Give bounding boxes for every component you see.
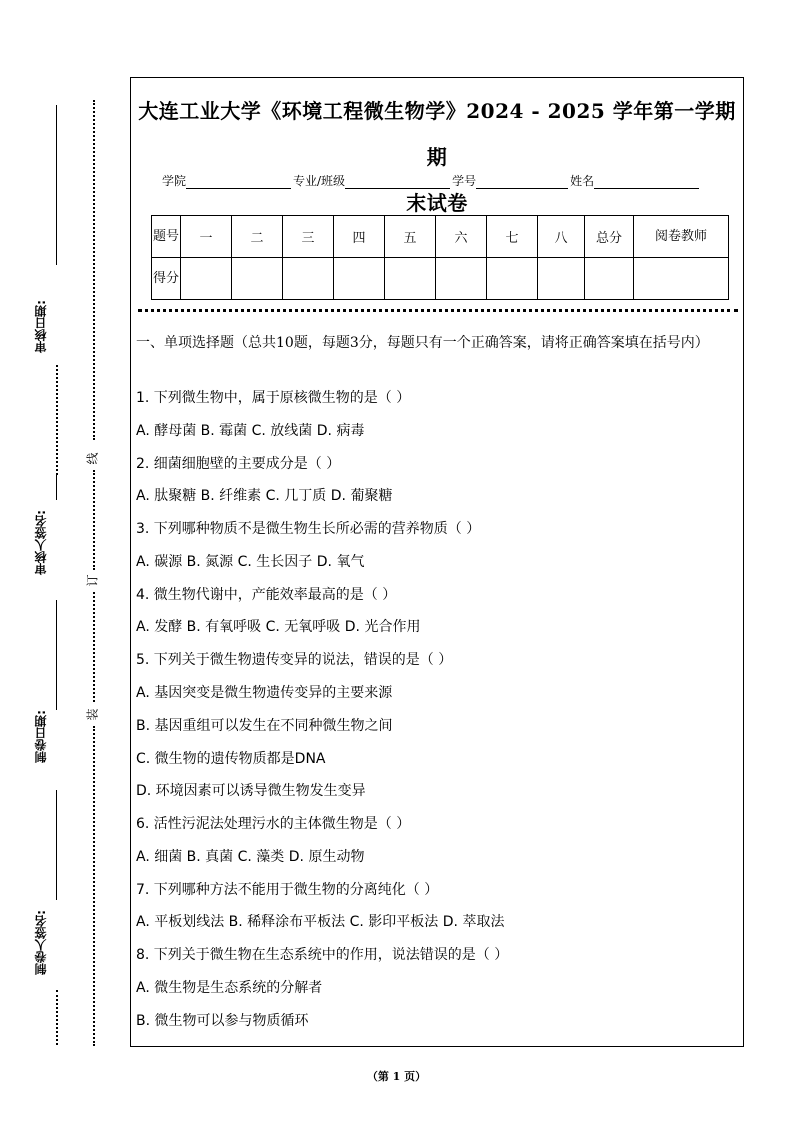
score-cell[interactable] xyxy=(436,258,487,300)
college-field[interactable] xyxy=(186,174,291,189)
name-label: 姓名 xyxy=(570,174,595,188)
college-label: 学院 xyxy=(162,174,187,188)
binding-dots xyxy=(93,100,95,440)
score-col: 八 xyxy=(538,216,585,258)
question-line: A. 肽聚糖 B. 纤维素 C. 几丁质 D. 葡聚糖 xyxy=(136,488,393,504)
page-footer: （第 1 页） xyxy=(366,1070,427,1083)
score-table xyxy=(151,215,729,300)
score-cell[interactable] xyxy=(283,258,334,300)
maker-sign-label: 制卷人签名: xyxy=(34,910,48,975)
sidebar-dots xyxy=(56,365,58,475)
title-line1: 大连工业大学《环境工程微生物学》2024 - 2025 学年第一学期期 xyxy=(138,99,736,169)
score-table-value-row xyxy=(152,258,729,300)
question-line: 6. 活性污泥法处理污水的主体微生物是（ ） xyxy=(136,816,411,832)
binding-char-ding: 订 xyxy=(85,574,100,587)
score-col: 一 xyxy=(181,216,232,258)
score-cell[interactable] xyxy=(487,258,538,300)
binding-dots xyxy=(93,470,95,570)
score-col: 总分 xyxy=(585,216,634,258)
name-field[interactable] xyxy=(594,174,699,189)
score-cell[interactable] xyxy=(538,258,585,300)
question-line: 2. 细菌细胞壁的主要成分是（ ） xyxy=(136,456,341,472)
major-label: 专业/班级 xyxy=(293,174,346,188)
score-cell[interactable] xyxy=(634,258,729,300)
student-id-label: 学号 xyxy=(452,174,477,188)
score-cell[interactable] xyxy=(334,258,385,300)
question-line: B. 微生物可以参与物质循环 xyxy=(136,1013,309,1029)
score-col: 六 xyxy=(436,216,487,258)
exam-title xyxy=(130,88,744,226)
review-date-label: 审核日期: xyxy=(34,300,48,353)
student-id-field[interactable] xyxy=(476,174,568,189)
score-cell[interactable] xyxy=(385,258,436,300)
question-line: 8. 下列关于微生物在生态系统中的作用，说法错误的是（ ） xyxy=(136,947,509,963)
question-line: B. 基因重组可以发生在不同种微生物之间 xyxy=(136,718,393,734)
sidebar-dots xyxy=(56,990,58,1045)
question-line: 4. 微生物代谢中，产能效率最高的是（ ） xyxy=(136,587,397,603)
score-col: 阅卷教师 xyxy=(634,216,729,258)
separator-dotted xyxy=(138,309,738,312)
sidebar-line xyxy=(56,475,57,500)
question-line: A. 微生物是生态系统的分解者 xyxy=(136,980,323,996)
binding-dots xyxy=(93,726,95,1046)
question-line: 1. 下列微生物中，属于原核微生物的是（ ） xyxy=(136,390,411,406)
score-table-header-row xyxy=(152,216,729,258)
question-line: A. 酵母菌 B. 霉菌 C. 放线菌 D. 病毒 xyxy=(136,423,365,439)
score-row1-label: 题号 xyxy=(152,216,181,258)
student-info-row xyxy=(162,172,701,189)
question-line: A. 平板划线法 B. 稀释涂布平板法 C. 影印平板法 D. 萃取法 xyxy=(136,914,505,930)
question-line: 3. 下列哪种物质不是微生物生长所必需的营养物质（ ） xyxy=(136,521,481,537)
score-col: 五 xyxy=(385,216,436,258)
score-col: 四 xyxy=(334,216,385,258)
question-line: D. 环境因素可以诱导微生物发生变异 xyxy=(136,783,366,799)
score-cell[interactable] xyxy=(232,258,283,300)
sidebar-line xyxy=(56,600,57,710)
binding-char-xian: 线 xyxy=(85,452,100,465)
reviewer-sign-label: 审核人签名: xyxy=(34,510,48,575)
binding-dots xyxy=(93,592,95,702)
question-line: A. 发酵 B. 有氧呼吸 C. 无氧呼吸 D. 光合作用 xyxy=(136,619,421,635)
maker-date-label: 制卷日期: xyxy=(34,710,48,763)
major-field[interactable] xyxy=(345,174,450,189)
score-row2-label: 得分 xyxy=(152,258,181,300)
question-line: 5. 下列关于微生物遗传变异的说法，错误的是（ ） xyxy=(136,652,453,668)
section1-heading: 一、单项选择题（总共10题，每题3分，每题只有一个正确答案，请将正确答案填在括号内） xyxy=(136,335,709,351)
sidebar-line xyxy=(56,790,57,900)
question-line: A. 基因突变是微生物遗传变异的主要来源 xyxy=(136,685,393,701)
sidebar-line xyxy=(56,105,57,265)
question-line: 7. 下列哪种方法不能用于微生物的分离纯化（ ） xyxy=(136,882,439,898)
question-line: A. 细菌 B. 真菌 C. 藻类 D. 原生动物 xyxy=(136,849,365,865)
score-col: 七 xyxy=(487,216,538,258)
score-col: 二 xyxy=(232,216,283,258)
binding-char-zhuang: 装 xyxy=(85,708,100,721)
score-cell[interactable] xyxy=(181,258,232,300)
title-line2: 末试卷 xyxy=(406,191,468,215)
score-cell[interactable] xyxy=(585,258,634,300)
question-line: C. 微生物的遗传物质都是DNA xyxy=(136,751,326,767)
question-line: A. 碳源 B. 氮源 C. 生长因子 D. 氧气 xyxy=(136,554,365,570)
score-col: 三 xyxy=(283,216,334,258)
